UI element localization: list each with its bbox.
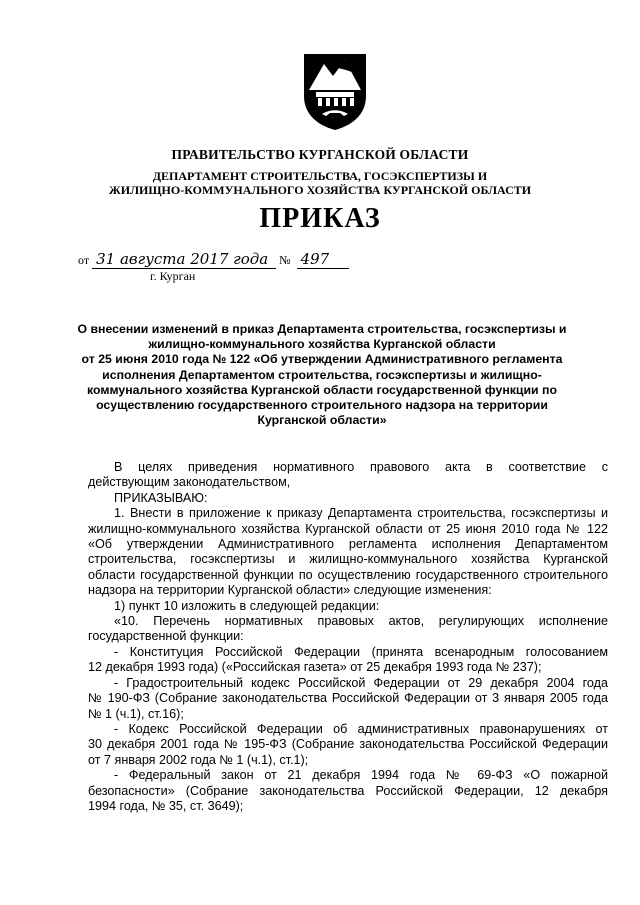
body-line: 30 декабря 2001 года № 195-ФЗ (Собрание законодательства Российской Федерации [88,737,608,752]
department-name-line1: ДЕПАРТАМЕНТ СТРОИТЕЛЬСТВА, ГОСЭКСПЕРТИЗЫ И [152,169,488,183]
body-line: - Федеральный закон от 21 декабря 1994 года № 69-ФЗ «О пожарной [114,768,608,783]
title-line: исполнения Департаментом строительства, госэкспертизы и жилищно- [102,367,542,382]
body-line: действующим законодательством, [88,475,291,490]
body-line: № 190-ФЗ (Собрание законодательства Российской Федерации от 3 января 2005 года [88,691,608,706]
body-line: надзора на территории Курганской области» следующие изменения: [88,583,492,598]
title-line: Курганской области» [257,413,387,428]
title-line: коммунального хозяйства Курганской области государственной функции по [87,382,557,397]
number-label: № [279,253,291,267]
body-line: - Конституция Российской Федерации (принята всенародным голосованием [114,644,608,659]
order-body [88,460,608,814]
title-line: О внесении изменений в приказ Департамента строительства, госэкспертизы и [77,322,567,336]
body-line: В целях приведения нормативного правового акта в соответствие с [114,460,608,474]
order-title [70,322,574,428]
title-line: от 25 июня 2010 года № 122 «Об утверждении Административного регламента [81,352,563,367]
date-label: от [78,253,90,267]
body-line: 1. Внести в приложение к приказу Департамента строительства, госэкспертизы и [114,506,608,521]
body-line: «10. Перечень нормативных правовых актов, регулирующих исполнение [114,614,608,629]
body-line: «Об утверждении Административного регламента исполнения Департаментом [88,537,608,552]
coat-of-arms-icon [300,52,370,132]
body-line: области государственной функции по осуществлению государственного строительного [88,567,608,582]
handwritten-date: 31 августа 2017 года [92,250,276,269]
document-type: ПРИКАЗ [259,203,381,234]
body-line: - Кодекс Российской Федерации об административных правонарушениях от [114,721,608,736]
government-name: ПРАВИТЕЛЬСТВО КУРГАНСКОЙ ОБЛАСТИ [171,147,469,162]
title-line: осуществлению государственного строительного надзора на территории [96,398,548,413]
body-line: ПРИКАЗЫВАЮ: [114,490,208,505]
title-line: жилищно-коммунального хозяйства Курганской области [148,337,496,352]
body-line: от 7 января 2002 года № 1 (ч.1), ст.1); [88,752,309,767]
handwritten-number: 497 [297,250,349,269]
body-line: 1) пункт 10 изложить в следующей редакции: [114,598,380,613]
body-line: безопасности» (Собрание законодательства Российской Федерации, 12 декабря [88,783,608,798]
body-line: жилищно-коммунального хозяйства Курганской области от 25 июня 2010 года № 122 [88,521,608,536]
body-line: № 1 (ч.1), ст.16); [88,706,184,721]
body-line: 1994 года, № 35, ст. 3649); [88,798,244,813]
date-number-line [78,250,349,269]
department-name-line2: ЖИЛИЩНО-КОММУНАЛЬНОГО ХОЗЯЙСТВА КУРГАНСКОЙ ОБЛАСТИ [108,183,532,197]
body-line: строительства, госэкспертизы и жилищно-коммунального хозяйства Курганской [88,552,608,567]
city-name: г. Курган [150,269,196,283]
body-line: - Градостроительный кодекс Российской Федерации от 29 декабря 2004 года [114,675,608,690]
body-line: государственной функции: [88,629,244,644]
body-line: 12 декабря 1993 года) («Российская газета» от 25 декабря 1993 года № 237); [88,660,542,675]
